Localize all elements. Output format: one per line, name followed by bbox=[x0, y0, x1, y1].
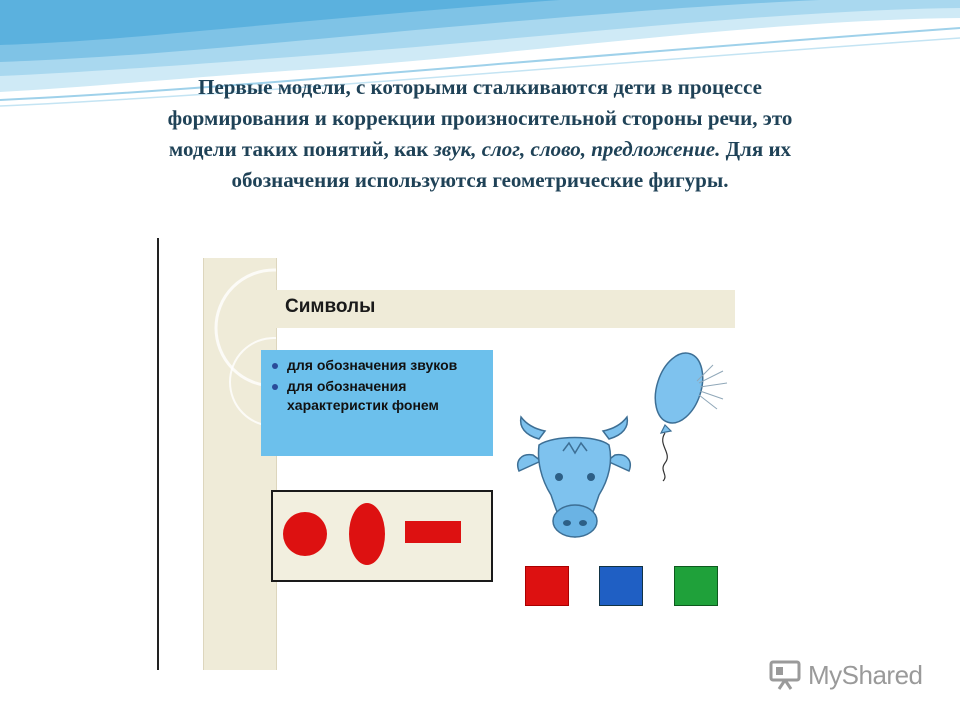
bullet-box bbox=[261, 350, 493, 456]
slide-caption bbox=[60, 72, 900, 196]
symbols-figure bbox=[157, 238, 803, 670]
caption-italic-terms: звук, слог, слово, предложение. bbox=[433, 137, 721, 161]
arc-decoration-icon bbox=[204, 258, 276, 670]
cow-head-icon bbox=[518, 417, 630, 537]
caption-line-2: формирования и коррекции произносительной стороны речи, это bbox=[167, 106, 793, 130]
vertical-beige-bar bbox=[203, 258, 277, 670]
caption-line-4: обозначения используются геометрические фигуры. bbox=[231, 168, 729, 192]
shape-frame bbox=[271, 490, 493, 582]
balloon-icon bbox=[647, 347, 727, 481]
presentation-board-icon bbox=[768, 659, 802, 691]
red-ellipse-shape bbox=[349, 503, 385, 565]
caption-line-3 bbox=[60, 134, 900, 165]
figure-edge-line bbox=[157, 238, 159, 670]
title-band bbox=[275, 290, 735, 328]
bullet-item: для обозначения звуков bbox=[287, 356, 493, 375]
figure-title: Символы bbox=[285, 296, 376, 317]
bullet-item: для обозначения характеристик фонем bbox=[287, 377, 493, 415]
bullet-list bbox=[261, 350, 493, 415]
red-rectangle-shape bbox=[405, 521, 461, 543]
illustrations bbox=[497, 343, 737, 563]
logo-text: MyShared bbox=[808, 659, 923, 690]
caption-line-3-start: модели таких понятий, как bbox=[168, 137, 434, 161]
caption-line-1: Первые модели, с которыми сталкиваются дети в процессе bbox=[198, 75, 762, 99]
green-square bbox=[674, 566, 718, 606]
red-circle-shape bbox=[283, 512, 327, 556]
blue-square bbox=[599, 566, 643, 606]
myshared-logo bbox=[768, 656, 928, 694]
red-square bbox=[525, 566, 569, 606]
caption-line-3-end: Для их bbox=[720, 137, 792, 161]
